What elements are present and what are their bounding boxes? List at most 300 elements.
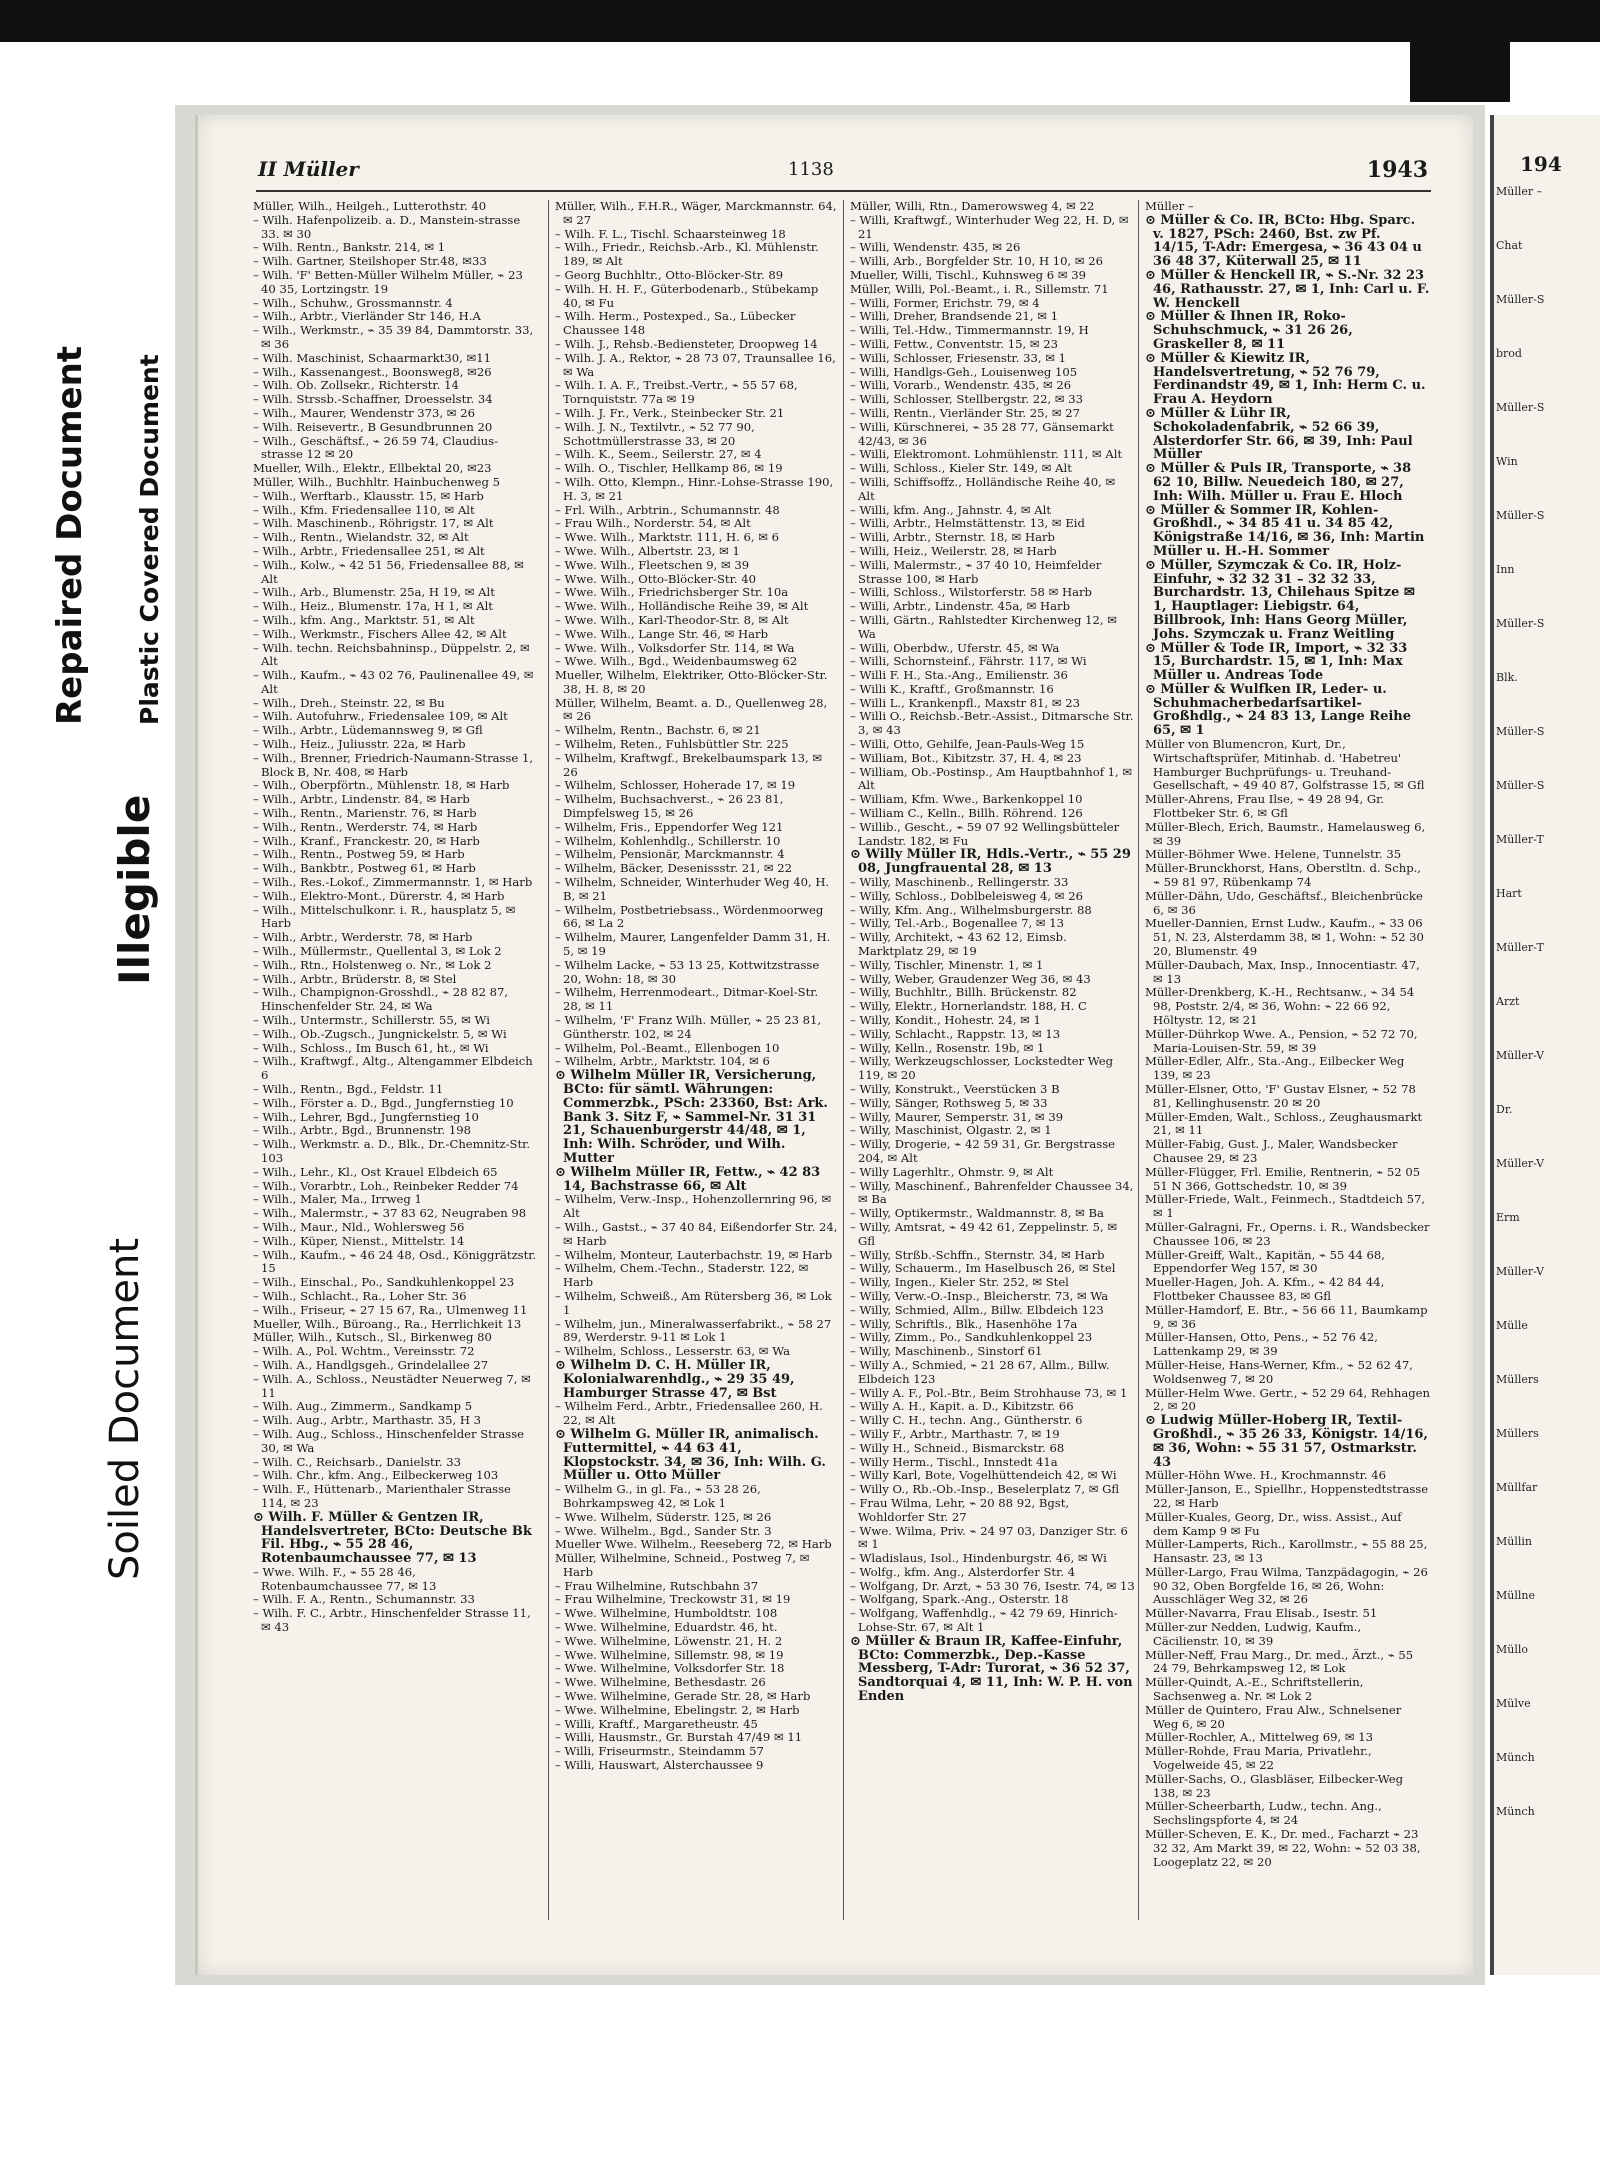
- directory-entry: Müller-Rohde, Frau Maria, Privatlehr., Vogelweide 45, ✉ 22: [1145, 1744, 1372, 1773]
- directory-entry: – Willi, Rentn., Vierländer Str. 25, ✉ 27: [850, 405, 1081, 420]
- directory-entry: – Willy, Maschinenf., Bahrenfelder Chaussee 34, ✉ Ba: [850, 1178, 1134, 1207]
- directory-entry: – Willy, Maschinenb., Rellingerstr. 33: [850, 875, 1069, 890]
- directory-entry: – Willy, Maschinenb., Sinstorf 61: [850, 1344, 1043, 1359]
- directory-entry: – Willi, Vorarb., Wendenstr. 435, ✉ 26: [850, 378, 1072, 393]
- directory-entry: – Wilh., Werkmstr. a. D., Blk., Dr.-Chemnitz-Str. 103: [253, 1137, 531, 1165]
- directory-entry: – Willi, Schornsteinf., Fährstr. 117, ✉ Wi: [850, 654, 1087, 669]
- directory-entry: – Wilh., Rentn., Werderstr. 74, ✉ Harb: [253, 819, 478, 834]
- directory-entry: – Wwe. Wilhelmine, Bethesdastr. 26: [555, 1675, 766, 1690]
- directory-entry: – Wwe. Wilhelmine, Gerade Str. 28, ✉ Harb: [555, 1689, 811, 1704]
- directory-entry: – William C., Kelln., Billh. Röhrend. 126: [850, 806, 1083, 821]
- directory-entry: – Willi, Hausmstr., Gr. Burstah 47/49 ✉ 11: [555, 1730, 803, 1745]
- directory-entry: – Willi, Wendenstr. 435, ✉ 26: [850, 240, 1021, 255]
- directory-entry: Müller, Wilh., Heilgeh., Lutterothstr. 40: [253, 200, 487, 213]
- directory-entry: – Willy H., Schneid., Bismarckstr. 68: [850, 1440, 1065, 1455]
- directory-entry: – Wwe. Wilhelm, Süderstr. 125, ✉ 26: [555, 1509, 772, 1524]
- directory-entry: – Wilh. F. L., Tischl. Schaarsteinweg 18: [555, 226, 786, 241]
- right-page-line: Müller-S: [1496, 293, 1545, 306]
- directory-entry: – Wilh., Förster a. D., Bgd., Jungfernstieg 10: [253, 1095, 514, 1110]
- directory-entry: – Willy, Amtsrat, ⌁ 49 42 61, Zeppelinstr. 5, ✉ Gfl: [850, 1219, 1118, 1248]
- directory-entry: – Wilhelm, Bäcker, Desenissstr. 21, ✉ 22: [555, 861, 793, 876]
- directory-entry: – Wilh., Brenner, Friedrich-Naumann-Strasse 1, Block B, Nr. 408, ✉ Harb: [253, 750, 534, 779]
- directory-entry: – Willy, Ingen., Kieler Str. 252, ✉ Stel: [850, 1275, 1069, 1290]
- directory-entry: Müller-Ahrens, Frau Ilse, ⌁ 49 28 94, Gr. Flottbeker Str. 6, ✉ Gfl: [1145, 792, 1385, 821]
- directory-entry: Müller-Höhn Wwe. H., Krochmannstr. 46: [1145, 1468, 1387, 1483]
- directory-entry: – Willi, Elektromont. Lohmühlenstr. 111, ✉ Alt: [850, 447, 1123, 462]
- directory-entry: – Wilh., Kraftwgf., Altg., Altengammer Elbdeich 6: [253, 1054, 533, 1083]
- directory-entry: Müller-Dührkop Wwe. A., Pension, ⌁ 52 72 70, Maria-Louisen-Str. 59, ✉ 39: [1145, 1026, 1418, 1055]
- directory-entry: – Wilh., Kaufm., ⌁ 46 24 48, Osd., Königgrätzstr. 15: [253, 1247, 537, 1276]
- directory-entry: – Wilh. J. N., Textilvtr., ⌁ 52 77 90, Schottmüllerstrasse 33, ✉ 20: [555, 419, 755, 448]
- directory-entry: – Wilhelm, Reten., Fuhlsbüttler Str. 225: [555, 737, 789, 752]
- directory-entry: – Wilh., Schuhw., Grossmannstr. 4: [253, 295, 453, 310]
- directory-entry: – Wwe. Wilhelmine, Löwenstr. 21, H. 2: [555, 1633, 783, 1648]
- directory-entry: – Wilh. Aug., Zimmerm., Sandkamp 5: [253, 1399, 473, 1414]
- condition-labels: [40, 250, 180, 1630]
- directory-entry: – Wilh., Maur., Nld., Wohlersweg 56: [253, 1219, 465, 1234]
- right-page-line: Müller-T: [1496, 833, 1544, 846]
- directory-entry: Mueller, Wilh., Elektr., Ellbektal 20, ✉23: [253, 461, 492, 476]
- directory-entry: – Willi, Tel.-Hdw., Timmermannstr. 19, H: [850, 323, 1089, 338]
- label-soiled-document: Soiled Document: [102, 1237, 148, 1580]
- directory-entry: Müller, Wilhelmine, Schneid., Postweg 7, ✉ Harb: [555, 1551, 810, 1579]
- directory-entry: – Wilh., Champignon-Grosshdl., ⌁ 28 82 87, Hinschenfelder Str. 24, ✉ Wa: [253, 985, 509, 1014]
- directory-entry: – Willy, Werkzeugschlosser, Lockstedter Weg 119, ✉ 20: [850, 1054, 1114, 1083]
- directory-entry: – Willi, Former, Erichstr. 79, ✉ 4: [850, 295, 1040, 310]
- directory-entry: – Willy Karl, Bote, Vogelhüttendeich 42, ✉ Wi: [850, 1468, 1117, 1483]
- directory-entry: – Wilh., Malermstr., ⌁ 37 83 62, Neugraben 98: [253, 1206, 527, 1221]
- directory-columns: [253, 200, 1433, 1920]
- directory-entry: ⊙ Wilhelm D. C. H. Müller IR, Kolonialwarenhdlg., ⌁ 29 35 49, Hamburger Strasse 47, ✉ Bst: [555, 1357, 795, 1401]
- directory-entry: Müller, Willi, Rtn., Damerowsweg 4, ✉ 22: [850, 200, 1095, 213]
- directory-entry: – Wilhelm Ferd., Arbtr., Friedensallee 260, H. 22, ✉ Alt: [555, 1399, 823, 1428]
- directory-entry: – Wwe. Wilh. F., ⌁ 55 28 46, Rotenbaumchaussee 77, ✉ 13: [253, 1564, 437, 1593]
- directory-entry: – Willy, Tischler, Minenstr. 1, ✉ 1: [850, 957, 1044, 972]
- directory-entry: – Willi K., Kraftf., Großmannstr. 16: [850, 681, 1054, 696]
- directory-entry: – Wwe. Wilhelmine, Humboldtstr. 108: [555, 1606, 778, 1621]
- directory-entry: – Willy Lagerhltr., Ohmstr. 9, ✉ Alt: [850, 1164, 1054, 1179]
- directory-entry: – Wilhelm, Chem.-Techn., Staderstr. 122, ✉ Harb: [555, 1261, 809, 1290]
- directory-entry: – Wilh. Ob. Zollsekr., Richterstr. 14: [253, 378, 459, 393]
- directory-entry: – Willy, Kfm. Ang., Wilhelmsburgerstr. 88: [850, 902, 1092, 917]
- directory-entry: – Wilh., Kranf., Franckestr. 20, ✉ Harb: [253, 833, 480, 848]
- directory-entry: – Wilh. F. A., Rentn., Schumannstr. 33: [253, 1592, 475, 1607]
- directory-entry: – Wilh. H. H. F., Güterbodenarb., Stübekamp 40, ✉ Fu: [555, 281, 819, 310]
- directory-entry: – Wilhelm G., in gl. Fa., ⌁ 53 28 26, Bohrkampsweg 42, ✉ Lok 1: [555, 1482, 761, 1510]
- directory-entry: – Wilh., Rentn., Bgd., Feldstr. 11: [253, 1082, 444, 1096]
- directory-entry: ⊙ Müller & Henckell IR, ⌁ S.-Nr. 32 23 46, Rathausstr. 27, ✉ 1, Inh: Carl u. F. W. Henckell: [1145, 267, 1430, 311]
- directory-entry: – Wwe. Wilh., Fleetschen 9, ✉ 39: [555, 557, 750, 572]
- directory-entry: – Wladislaus, Isol., Hindenburgstr. 46, ✉ Wi: [850, 1551, 1107, 1566]
- directory-entry: – Wilhelm, Maurer, Langenfelder Damm 31, H. 5, ✉ 19: [555, 930, 831, 959]
- directory-entry: – Wwe. Wilhelmine, Eduardstr. 46, ht.: [555, 1620, 778, 1635]
- directory-entry: Mueller, Wilh., Büroang., Ra., Herrlichkeit 13: [253, 1316, 522, 1331]
- directory-entry: – Willi, kfm. Ang., Jahnstr. 4, ✉ Alt: [850, 502, 1052, 517]
- directory-entry: Müller-Edler, Alfr., Sta.-Ang., Eilbecker Weg 139, ✉ 23: [1145, 1054, 1405, 1083]
- directory-entry: – Wilh., Dreh., Steinstr. 22, ✉ Bu: [253, 695, 445, 710]
- directory-entry: Müller-Janson, E., Spiellhr., Hoppenstedtstrasse 22, ✉ Harb: [1145, 1482, 1429, 1510]
- directory-entry: – Wilh., Friedr., Reichsb.-Arb., Kl. Mühlenstr. 189, ✉ Alt: [555, 240, 819, 269]
- right-page-line: Mülve: [1496, 1697, 1531, 1710]
- directory-entry: Müller-Böhmer Wwe. Helene, Tunnelstr. 35: [1145, 847, 1402, 862]
- directory-entry: – Willi F. H., Sta.-Ang., Emilienstr. 36: [850, 668, 1068, 683]
- directory-entry: – Georg Buchhltr., Otto-Blöcker-Str. 89: [555, 267, 784, 282]
- directory-entry: Müller-Helm Wwe. Gertr., ⌁ 52 29 64, Rehhagen 2, ✉ 20: [1145, 1385, 1430, 1414]
- directory-entry: Müller-Galragni, Fr., Operns. i. R., Wandsbecker Chaussee 106, ✉ 23: [1145, 1219, 1430, 1248]
- right-page-line: Chat: [1496, 239, 1523, 252]
- directory-entry: Müller-Friede, Walt., Feinmech., Stadtdeich 57, ✉ 1: [1145, 1192, 1426, 1221]
- running-head: II Müller: [258, 157, 359, 181]
- right-page-year: 194: [1520, 152, 1562, 176]
- directory-entry: – Wilh. F. C., Arbtr., Hinschenfelder Strasse 11, ✉ 43: [253, 1606, 531, 1635]
- directory-entry: – Wilhelm, Kohlenhdlg., Schillerstr. 10: [555, 833, 781, 848]
- directory-entry: – Willi, Kraftwgf., Winterhuder Weg 22, H. D, ✉ 21: [850, 212, 1129, 241]
- directory-entry: Müller-Scheerbarth, Ludw., techn. Ang., Sechslingspforte 4, ✉ 24: [1145, 1799, 1382, 1828]
- directory-entry: ⊙ Ludwig Müller-Hoberg IR, Textil-Großhdl., ⌁ 35 26 33, Königstr. 14/16, ✉ 36, Wohn: ⌁ 55 31 57, Ostmarkstr. 43: [1145, 1413, 1428, 1470]
- right-page-line: Müllne: [1496, 1589, 1535, 1602]
- directory-entry: – Frl. Wilh., Arbtrin., Schumannstr. 48: [555, 502, 780, 517]
- directory-entry: – Willy, Kelln., Rosenstr. 19b, ✉ 1: [850, 1040, 1045, 1055]
- directory-entry: – Willy, Schlacht., Rappstr. 13, ✉ 13: [850, 1026, 1061, 1041]
- right-page-line: Müllers: [1496, 1373, 1539, 1386]
- column-4: [1138, 200, 1430, 1920]
- right-page-line: Müller-T: [1496, 941, 1544, 954]
- directory-entry: – William, Kfm. Wwe., Barkenkoppel 10: [850, 792, 1083, 807]
- directory-entry: – Willi, Schloss., Wilstorferstr. 58 ✉ Harb: [850, 585, 1092, 600]
- directory-entry: – Wilh. Reisevertr., B Gesundbrunnen 20: [253, 419, 493, 434]
- directory-entry: – Wilhelm, Schlosser, Hoherade 17, ✉ 19: [555, 778, 796, 793]
- directory-entry: – Wilh., Arbtr., Bgd., Brunnenstr. 198: [253, 1123, 472, 1138]
- directory-entry: – Wolfgang, Spark.-Ang., Osterstr. 18: [850, 1592, 1069, 1607]
- directory-entry: – Wilh., Mittelschulkonr. i. R., hausplatz 5, ✉ Harb: [253, 902, 516, 931]
- directory-entry: – Frau Wilhelmine, Treckowstr 31, ✉ 19: [555, 1592, 791, 1607]
- directory-entry: Müller, Wilh., F.H.R., Wäger, Marckmannstr. 64, ✉ 27: [555, 200, 837, 227]
- directory-entry: – Wilh., Bankbtr., Postweg 61, ✉ Harb: [253, 861, 476, 876]
- right-page-line: Inn: [1496, 563, 1515, 576]
- page-header: [258, 157, 1428, 187]
- directory-entry: – Willi, Gärtn., Rahlstedter Kirchenweg 12, ✉ Wa: [850, 612, 1117, 641]
- directory-entry: – Wilh. J. Fr., Verk., Steinbecker Str. 21: [555, 405, 785, 420]
- directory-entry: – Wilh., Oberpförtn., Mühlenstr. 18, ✉ Harb: [253, 778, 510, 793]
- directory-entry: – Wilhelm, Schneider, Winterhuder Weg 40, H. B, ✉ 21: [555, 875, 830, 903]
- directory-entry: – Wilh. Strssb.-Schaffner, Droesselstr. 34: [253, 392, 493, 407]
- directory-entry: – Wilh. 'F' Betten-Müller Wilhelm Müller, ⌁ 23 40 35, Lortzingstr. 19: [253, 267, 523, 296]
- directory-entry: – Wwe. Wilh., Bgd., Weidenbaumsweg 62: [555, 654, 798, 669]
- right-page-line: Hart: [1496, 887, 1522, 900]
- directory-entry: – Wilhelm, Schloss., Lesserstr. 63, ✉ Wa: [555, 1344, 791, 1359]
- directory-entry: – Wwe. Wilh., Karl-Theodor-Str. 8, ✉ Alt: [555, 612, 789, 627]
- label-repaired-document: Repaired Document: [50, 345, 90, 725]
- directory-entry: – Wwe. Wilh., Otto-Blöcker-Str. 40: [555, 571, 756, 586]
- directory-entry: – Wwe. Wilhelmine, Volksdorfer Str. 18: [555, 1661, 785, 1676]
- directory-entry: – Willi, Kraftf., Margaretheustr. 45: [555, 1716, 758, 1731]
- page-year: 1943: [1366, 157, 1428, 183]
- directory-entry: – Wilh., Müllermstr., Quellental 3, ✉ Lok 2: [253, 944, 502, 959]
- directory-entry: – Wilhelm, Arbtr., Marktstr. 104, ✉ 6: [555, 1054, 770, 1069]
- directory-entry: – Willy Herm., Tischl., Innstedt 41a: [850, 1454, 1058, 1469]
- directory-entry: Müller-Neff, Frau Marg., Dr. med., Ärzt., ⌁ 55 24 79, Behrkampsweg 12, ✉ Lok: [1145, 1647, 1414, 1676]
- directory-entry: – Willy, Kondit., Hohestr. 24, ✉ 1: [850, 1013, 1041, 1028]
- directory-entry: – William, Bot., Kibitzstr. 37, H. 4, ✉ 23: [850, 750, 1082, 765]
- directory-entry: – Wilh. K., Seem., Seilerstr. 27, ✉ 4: [555, 447, 762, 462]
- directory-entry: – Willy, Tel.-Arb., Bogenallee 7, ✉ 13: [850, 916, 1064, 931]
- directory-entry: Müller, Wilhelm, Beamt. a. D., Quellenweg 28, ✉ 26: [555, 695, 828, 724]
- directory-entry: Müller de Quintero, Frau Alw., Schnelsener Weg 6, ✉ 20: [1145, 1702, 1402, 1731]
- directory-entry: – Wilh. Chr., kfm. Ang., Eilbeckerweg 103: [253, 1468, 499, 1483]
- directory-entry: Müller, Wilh., Kutsch., Sl., Birkenweg 80: [253, 1330, 492, 1345]
- column-3: [843, 200, 1135, 1920]
- directory-entry: – Wilh., Arbtr., Friedensallee 251, ✉ Alt: [253, 543, 485, 558]
- directory-entry: – Wilh., Heiz., Blumenstr. 17a, H 1, ✉ Alt: [253, 599, 493, 614]
- directory-entry: – Wwe. Wilhelmine, Ebelingstr. 2, ✉ Harb: [555, 1702, 800, 1717]
- directory-entry: – Willy, Weber, Graudenzer Weg 36, ✉ 43: [850, 971, 1091, 986]
- directory-entry: – Wolfgang, Waffenhdlg., ⌁ 42 79 69, Hinrich-Lohse-Str. 67, ✉ Alt 1: [850, 1606, 1118, 1635]
- directory-page: [195, 115, 1473, 1975]
- directory-entry: – Wilh. Aug., Schloss., Hinschenfelder Strasse 30, ✉ Wa: [253, 1426, 525, 1455]
- directory-entry: – Wilh., Maler, Ma., Irrweg 1: [253, 1192, 422, 1207]
- right-page-line: Müllin: [1496, 1535, 1532, 1548]
- page-number: 1138: [788, 159, 834, 180]
- right-page-line: Münch: [1496, 1751, 1535, 1764]
- directory-entry: – Willy, Konstrukt., Veerstücken 3 B: [850, 1082, 1060, 1096]
- directory-entry: – Wilh., Heiz., Juliusstr. 22a, ✉ Harb: [253, 737, 466, 752]
- directory-entry: – Wilh., Werftarb., Klausstr. 15, ✉ Harb: [253, 488, 484, 503]
- directory-entry: – Willi, Arbtr., Sternstr. 18, ✉ Harb: [850, 530, 1055, 545]
- right-page-line: Arzt: [1496, 995, 1520, 1008]
- directory-entry: – Willi, Fettw., Conventstr. 15, ✉ 23: [850, 336, 1058, 351]
- directory-entry: – Wilh. C., Reichsarb., Danielstr. 33: [253, 1454, 462, 1469]
- directory-entry: – Wilh., Kassenangest., Boonsweg8, ✉26: [253, 364, 492, 379]
- directory-entry: – Wilh., Friseur, ⌁ 27 15 67, Ra., Ulmenweg 11: [253, 1302, 528, 1317]
- directory-entry: – Wwe. Wilh., Volksdorfer Str. 114, ✉ Wa: [555, 640, 795, 655]
- directory-entry: – Wilh., Kaufm., ⌁ 43 02 76, Paulinenallee 49, ✉ Alt: [253, 668, 534, 696]
- directory-entry: Müller-Flügger, Frl. Emilie, Rentnerin, ⌁ 52 05 51 N 366, Gottschedstr. 10, ✉ 39: [1145, 1164, 1421, 1193]
- directory-entry: – Wwe. Wilma, Priv. ⌁ 24 97 03, Danziger Str. 6 ✉ 1: [850, 1523, 1128, 1552]
- directory-entry: – Willi, Oberbdw., Uferstr. 45, ✉ Wa: [850, 640, 1060, 655]
- directory-entry: Mueller, Willi, Tischl., Kuhnsweg 6 ✉ 39: [850, 267, 1087, 282]
- directory-entry: Müller-Elsner, Otto, 'F' Gustav Elsner, ⌁ 52 78 81, Kellinghusenstr. 20 ✉ 20: [1145, 1082, 1416, 1110]
- directory-entry: – Willi, Dreher, Brandsende 21, ✉ 1: [850, 309, 1059, 324]
- directory-entry: – Wwe. Wilh., Albertstr. 23, ✉ 1: [555, 543, 740, 558]
- directory-entry: Müller-Navarra, Frau Elisab., Isestr. 51: [1145, 1606, 1378, 1621]
- directory-entry: – Wilh., Arbtr., Brüderstr. 8, ✉ Stel: [253, 971, 457, 986]
- directory-entry: – Willy, Buchhltr., Billh. Brückenstr. 82: [850, 985, 1077, 1000]
- directory-entry: – Willi, Malermstr., ⌁ 37 40 10, Heimfelder Strasse 100, ✉ Harb: [850, 557, 1102, 586]
- directory-entry: – Wilhelm, jun., Mineralwasserfabrikt., ⌁ 58 27 89, Werderstr. 9-11 ✉ Lok 1: [555, 1316, 832, 1345]
- directory-entry: – Wwe. Wilhelmine, Sillemstr. 98, ✉ 19: [555, 1647, 784, 1662]
- directory-entry: – Wwe. Wilh., Friedrichsberger Str. 10a: [555, 585, 789, 600]
- directory-entry: – Willi, Schlosser, Stellbergstr. 22, ✉ 33: [850, 392, 1084, 407]
- directory-entry: – Willy, Strßb.-Schffn., Sternstr. 34, ✉ Harb: [850, 1247, 1105, 1262]
- directory-entry: – Wilh., Vorarbtr., Loh., Reinbeker Redder 74: [253, 1178, 519, 1193]
- directory-entry: – Wolfg., kfm. Ang., Alsterdorfer Str. 4: [850, 1564, 1076, 1579]
- directory-entry: Mueller-Hagen, Joh. A. Kfm., ⌁ 42 84 44, Flottbeker Chaussee 83, ✉ Gfl: [1145, 1275, 1385, 1303]
- directory-entry: Müller-Hansen, Otto, Pens., ⌁ 52 76 42, Lattenkamp 29, ✉ 39: [1145, 1330, 1378, 1359]
- directory-entry: – Willi, Kürschnerei, ⌁ 35 28 77, Gänsemarkt 42/43, ✉ 36: [850, 419, 1114, 448]
- directory-entry: Müller-Largo, Frau Wilma, Tanzpädagogin, ⌁ 26 90 32, Oben Borgfelde 16, ✉ 26, Wohn: Ausschläger Weg 32, ✉ 26: [1145, 1564, 1428, 1607]
- directory-entry: Müller, Wilh., Buchhltr. Hainbuchenweg 5: [253, 474, 500, 489]
- directory-entry: – Willi, Arb., Borgfelder Str. 10, H 10, ✉ 26: [850, 254, 1104, 269]
- right-page-line: Müllers: [1496, 1427, 1539, 1440]
- directory-entry: – Willy, Architekt, ⌁ 43 62 12, Eimsb. Marktplatz 29, ✉ 19: [850, 930, 1067, 959]
- directory-entry: – Wilh., Untermstr., Schillerstr. 55, ✉ Wi: [253, 1013, 490, 1028]
- label-plastic-covered-document: Plastic Covered Document: [135, 354, 164, 725]
- directory-entry: Müller-Hamdorf, E. Btr., ⌁ 56 66 11, Baumkamp 9, ✉ 36: [1145, 1302, 1428, 1331]
- directory-entry: – Wilh., Maurer, Wendenstr 373, ✉ 26: [253, 405, 475, 420]
- directory-entry: ⊙ Wilhelm G. Müller IR, animalisch. Futtermittel, ⌁ 44 63 41, Klopstockstr. 34, ✉ 36, Inh: Wilh. G. Müller u. Otto Müller: [555, 1426, 826, 1484]
- directory-entry: – Wilh., Schloss., Im Busch 61, ht., ✉ Wi: [253, 1040, 489, 1055]
- directory-entry: – Wilh. Hafenpolizeib. a. D., Manstein-strasse 33. ✉ 30: [253, 212, 521, 241]
- corner-tab: [1410, 42, 1510, 102]
- directory-entry: – Wilh. techn. Reichsbahninsp., Düppelstr. 2, ✉ Alt: [253, 640, 530, 669]
- directory-entry: – Wilhelm, Schweiß., Am Rütersberg 36, ✉ Lok 1: [555, 1288, 832, 1317]
- column-2: [548, 200, 840, 1920]
- right-page-line: Müllfar: [1496, 1481, 1538, 1494]
- directory-entry: Müller-Rochler, A., Mittelweg 69, ✉ 13: [1145, 1730, 1374, 1745]
- right-page-line: Müller-S: [1496, 617, 1545, 630]
- directory-entry: Mueller Wwe. Wilhelm., Reeseberg 72, ✉ Harb: [555, 1537, 832, 1552]
- directory-entry: – Wilh. F., Hüttenarb., Marienthaler Strasse 114, ✉ 23: [253, 1482, 511, 1510]
- right-page-line: Müller –: [1496, 185, 1543, 198]
- directory-entry: Müller, Willi, Pol.-Beamt., i. R., Sillemstr. 71: [850, 281, 1109, 296]
- directory-entry: – Wilhelm, Fris., Eppendorfer Weg 121: [555, 819, 784, 834]
- directory-entry: – Wilh. A., Pol. Wchtm., Vereinsstr. 72: [253, 1344, 475, 1359]
- directory-entry: – Wilh., Res.-Lokof., Zimmermannstr. 1, ✉ Harb: [253, 875, 533, 890]
- directory-entry: – Frau Wilhelmine, Rutschbahn 37: [555, 1578, 759, 1593]
- right-page-line: Münch: [1496, 1805, 1535, 1818]
- directory-entry: – Wilhelm, Pensionär, Marckmannstr. 4: [555, 847, 785, 862]
- directory-entry: – Wwe. Wilh., Marktstr. 111, H. 6, ✉ 6: [555, 530, 779, 545]
- directory-entry: – Willy A. F., Pol.-Btr., Beim Strohhause 73, ✉ 1: [850, 1385, 1128, 1400]
- directory-entry: – Wwe. Wilhelm., Bgd., Sander Str. 3: [555, 1523, 772, 1538]
- directory-entry: Müller von Blumencron, Kurt, Dr., Wirtschaftsprüfer, Mitinhab. d. 'Habetreu' Hamburger Buchprüfungs- u. Treuhand-Gesellschaft, ⌁ 49 40 87, Golfstrasse 15, ✉ Gfl: [1145, 737, 1425, 793]
- right-page-line: Win: [1496, 455, 1518, 468]
- directory-entry: – Wilh., Kfm. Friedensallee 110, ✉ Alt: [253, 502, 475, 517]
- directory-entry: Müller-Brunckhorst, Hans, Oberstltn. d. Schp., ⌁ 59 81 97, Rübenkamp 74: [1145, 861, 1421, 890]
- directory-entry: – Willy, Schloss., Doblbeleisweg 4, ✉ 26: [850, 888, 1083, 903]
- directory-entry: ⊙ Müller, Szymczak & Co. IR, Holz-Einfuhr, ⌁ 32 32 31 – 32 32 33, Burchardstr. 13, Chilehaus Spitze ✉ 1, Hauptlager: Liebigstr. 64, Billbrook, Inh: Hans Georg Müller, Johs. Szymczak u. Franz Weitling: [1145, 557, 1415, 642]
- directory-entry: – Willi, Schiffsoffz., Holländische Reihe 40, ✉ Alt: [850, 474, 1116, 503]
- directory-entry: – Willy A. H., Kapit. a. D., Kibitzstr. 66: [850, 1399, 1074, 1414]
- directory-entry: – Willy, Schmied, Allm., Billw. Elbdeich 123: [850, 1302, 1104, 1317]
- directory-entry: – Wilh. O., Tischler, Hellkamp 86, ✉ 19: [555, 461, 783, 476]
- directory-entry: – Wilh. Maschinenb., Röhrigstr. 17, ✉ Alt: [253, 516, 494, 531]
- directory-entry: – Wilhelm, Postbetriebsass., Wördenmoorweg 66, ✉ La 2: [555, 902, 824, 931]
- directory-entry: Müller-zur Nedden, Ludwig, Kaufm., Cäcilienstr. 10, ✉ 39: [1145, 1620, 1362, 1648]
- directory-entry: Müller-Scheven, E. K., Dr. med., Facharzt ⌁ 23 32 32, Am Markt 39, ✉ 22, Wohn: ⌁ 52 03 38, Loogeplatz 22, ✉ 20: [1145, 1827, 1421, 1869]
- right-page-text: [1496, 185, 1596, 1885]
- directory-entry: – Wilh. Rentn., Bankstr. 214, ✉ 1: [253, 240, 446, 255]
- directory-entry: – Wilh., Kolw., ⌁ 42 51 56, Friedensallee 88, ✉ Alt: [253, 557, 524, 586]
- directory-entry: ⊙ Wilh. F. Müller & Gentzen IR, Handelsvertreter, BCto: Deutsche Bk Fil. Hbg., ⌁ 55 28 46, Rotenbaumchaussee 77, ✉ 13: [253, 1509, 532, 1567]
- right-page-line: Dr.: [1496, 1103, 1513, 1116]
- directory-entry: – Willy O., Rb.-Ob.-Insp., Beselerplatz 7, ✉ Gfl: [850, 1482, 1120, 1497]
- directory-entry: ⊙ Müller & Wulfken IR, Leder- u. Schuhmacherbedarfsartikel-Großhdlg., ⌁ 24 83 13, Lange Reihe 65, ✉ 1: [1145, 681, 1412, 739]
- directory-entry: – Wilh. Gartner, Steilshoper Str.48, ✉33: [253, 254, 487, 269]
- right-page-line: Müller-V: [1496, 1265, 1545, 1278]
- directory-entry: Müller-Blech, Erich, Baumstr., Hamelausweg 6, ✉ 39: [1145, 819, 1426, 848]
- directory-entry: – Willi, Schloss., Kieler Str. 149, ✉ Alt: [850, 461, 1072, 476]
- directory-entry: – Willi, Heiz., Weilerstr. 28, ✉ Harb: [850, 543, 1057, 558]
- directory-entry: – Wilh. A., Handlgsgeh., Grindelallee 27: [253, 1357, 489, 1372]
- right-page-line: Müller-S: [1496, 401, 1545, 414]
- directory-entry: – Willy, Elektr., Hornerlandstr. 188, H. C: [850, 999, 1087, 1014]
- right-page-line: brod: [1496, 347, 1522, 360]
- directory-entry: – William, Ob.-Postinsp., Am Hauptbahnhof 1, ✉ Alt: [850, 764, 1133, 793]
- directory-entry: ⊙ Müller & Sommer IR, Kohlen-Großhdl., ⌁ 34 85 41 u. 34 85 42, Königstraße 14/16, ✉ 36, Inh: Martin Müller u. H.-H. Sommer: [1145, 502, 1425, 559]
- directory-entry: – Wilh. J., Rehsb.-Bediensteter, Droopweg 14: [555, 336, 818, 351]
- directory-entry: – Willi, Arbtr., Helmstättenstr. 13, ✉ Eid: [850, 516, 1085, 531]
- directory-entry: – Willi, Arbtr., Lindenstr. 45a, ✉ Harb: [850, 599, 1071, 614]
- directory-entry: – Willi, Hauswart, Alsterchaussee 9: [555, 1758, 764, 1773]
- directory-entry: – Willy, Schriftls., Blk., Hasenhöhe 17a: [850, 1316, 1078, 1331]
- right-page-line: Blk.: [1496, 671, 1518, 684]
- directory-entry: – Wilh. Aug., Arbtr., Marthastr. 35, H 3: [253, 1413, 481, 1428]
- directory-entry: Müller-Daubach, Max, Insp., Innocentiastr. 47, ✉ 13: [1145, 957, 1420, 986]
- directory-entry: – Wilh., Arb., Blumenstr. 25a, H 19, ✉ Alt: [253, 585, 495, 600]
- directory-entry: – Willy, Maschinist, Olgastr. 2, ✉ 1: [850, 1123, 1052, 1138]
- directory-entry: Müller-Emden, Walt., Schloss., Zeughausmarkt 21, ✉ 11: [1145, 1109, 1423, 1138]
- directory-entry: – Wilh., Elektro-Mont., Dürerstr. 4, ✉ Harb: [253, 888, 505, 903]
- directory-entry: – Wilhelm, Verw.-Insp., Hohenzollernring 96, ✉ Alt: [555, 1192, 832, 1221]
- directory-entry: – Wilh., Lehr., Kl., Ost Krauel Elbdeich 65: [253, 1164, 498, 1179]
- directory-entry: Mueller, Wilhelm, Elektriker, Otto-Blöcker-Str. 38, H. 8, ✉ 20: [555, 668, 828, 696]
- directory-entry: – Wilh. Otto, Klempn., Hinr.-Lohse-Strasse 190, H. 3, ✉ 21: [555, 474, 834, 503]
- directory-entry: – Wilh., Rentn., Marienstr. 76, ✉ Harb: [253, 806, 477, 821]
- directory-entry: – Willy, Optikermstr., Waldmannstr. 8, ✉ Ba: [850, 1206, 1104, 1221]
- directory-entry: – Wilh., Arbtr., Vierländer Str 146, H.A: [253, 309, 481, 324]
- directory-entry: – Wilhelm, Pol.-Beamt., Ellenbogen 10: [555, 1040, 780, 1055]
- directory-entry: ⊙ Müller & Ihnen IR, Roko-Schuhschmuck, ⌁ 31 26 26, Graskeller 8, ✉ 11: [1145, 309, 1353, 352]
- right-page-line: Müllo: [1496, 1643, 1529, 1656]
- directory-entry: – Wwe. Wilh., Holländische Reihe 39, ✉ Alt: [555, 599, 809, 614]
- directory-entry: – Wilh., Küper, Nienst., Mittelstr. 14: [253, 1233, 465, 1248]
- directory-entry: – Willy, Drogerie, ⌁ 42 59 31, Gr. Bergstrasse 204, ✉ Alt: [850, 1137, 1116, 1165]
- directory-entry: – Wilh., Werkmstr., Fischers Allee 42, ✉ Alt: [253, 626, 507, 641]
- directory-entry: – Wilhelm, Monteur, Lauterbachstr. 19, ✉ Harb: [555, 1247, 833, 1262]
- directory-entry: Müller-Kuales, Georg, Dr., wiss. Assist., Auf dem Kamp 9 ✉ Fu: [1145, 1509, 1402, 1538]
- directory-entry: Müller-Quindt, A.-E., Schriftstellerin, Sachsenweg a. Nr. ✉ Lok 2: [1145, 1675, 1364, 1704]
- directory-entry: – Willy, Zimm., Po., Sandkuhlenkoppel 23: [850, 1330, 1093, 1345]
- directory-entry: ⊙ Müller & Co. IR, BCto: Hbg. Sparc. v. 1827, PSch: 2460, Bst. zw Pf. 14/15, T-Adr: Emergesa, ⌁ 36 43 04 u 36 48 37, Küterwall 25, ✉ 11: [1145, 212, 1422, 270]
- directory-entry: – Wilh., Schlacht., Ra., Loher Str. 36: [253, 1288, 467, 1303]
- header-rule: [256, 190, 1431, 192]
- directory-entry: Müller-Heise, Hans-Werner, Kfm., ⌁ 52 62 47, Woldsenweg 7, ✉ 20: [1145, 1357, 1413, 1386]
- directory-entry: – Frau Wilma, Lehr, ⌁ 20 88 92, Bgst, Wohldorfer Str. 27: [850, 1495, 1070, 1524]
- directory-entry: – Wilh., Arbtr., Lindenstr. 84, ✉ Harb: [253, 792, 470, 807]
- directory-entry: – Wilhelm Lacke, ⌁ 53 13 25, Kottwitzstrasse 20, Wohn: 18, ✉ 30: [555, 957, 820, 986]
- directory-entry: ⊙ Müller & Braun IR, Kaffee-Einfuhr, BCto: Commerzbk., Dep.-Kasse Messberg, T-Adr: Turorat, ⌁ 36 52 37, Sandtorquai 4, ✉ 11, Inh: W. P. H. von Enden: [850, 1633, 1133, 1705]
- directory-entry: – Willi, Schlosser, Friesenstr. 33, ✉ 1: [850, 350, 1066, 365]
- directory-entry: – Wilhelm, Buchsachverst., ⌁ 26 23 81, Dimpfelsweg 15, ✉ 26: [555, 792, 784, 821]
- directory-entry: – Wilh., Geschäftsf., ⌁ 26 59 74, Claudius-strasse 12 ✉ 20: [253, 433, 498, 462]
- directory-entry: – Wilh., Rentn., Postweg 59, ✉ Harb: [253, 847, 465, 862]
- directory-entry: – Wilhelm, 'F' Franz Wilh. Müller, ⌁ 25 23 81, Güntherstr. 102, ✉ 24: [555, 1013, 822, 1041]
- right-page-line: Müller-S: [1496, 779, 1545, 792]
- right-page-line: Mülle: [1496, 1319, 1528, 1332]
- directory-entry: – Wilh., kfm. Ang., Marktstr. 51, ✉ Alt: [253, 612, 475, 627]
- directory-entry: – Wilh., Gastst., ⌁ 37 40 84, Eißendorfer Str. 24, ✉ Harb: [555, 1219, 838, 1248]
- directory-entry: ⊙ Müller & Kiewitz IR, Handelsvertretung, ⌁ 52 76 79, Ferdinandstr 49, ✉ 1, Inh: Herm C. u. Frau A. Heydorn: [1145, 350, 1426, 408]
- directory-entry: Müller-Greiff, Walt., Kapitän, ⌁ 55 44 68, Eppendorfer Weg 157, ✉ 30: [1145, 1247, 1385, 1276]
- directory-entry: ⊙ Müller & Lühr IR, Schokoladenfabrik, ⌁ 52 66 39, Alsterdorfer Str. 66, ✉ 39, Inh: Paul Müller: [1145, 405, 1413, 463]
- directory-entry: – Wilh., Werkmstr., ⌁ 35 39 84, Dammtorstr. 33, ✉ 36: [253, 323, 534, 351]
- directory-entry: – Willy A., Schmied, ⌁ 21 28 67, Allm., Billw. Elbdeich 123: [850, 1357, 1110, 1386]
- directory-entry: – Wilh. I. A. F., Treibst.-Vertr., ⌁ 55 57 68, Tornquiststr. 77a ✉ 19: [555, 378, 798, 407]
- directory-entry: Müller –: [1145, 200, 1194, 213]
- directory-entry: – Willy, Verw.-O.-Insp., Bleicherstr. 73, ✉ Wa: [850, 1288, 1109, 1303]
- right-page-line: Müller-V: [1496, 1049, 1545, 1062]
